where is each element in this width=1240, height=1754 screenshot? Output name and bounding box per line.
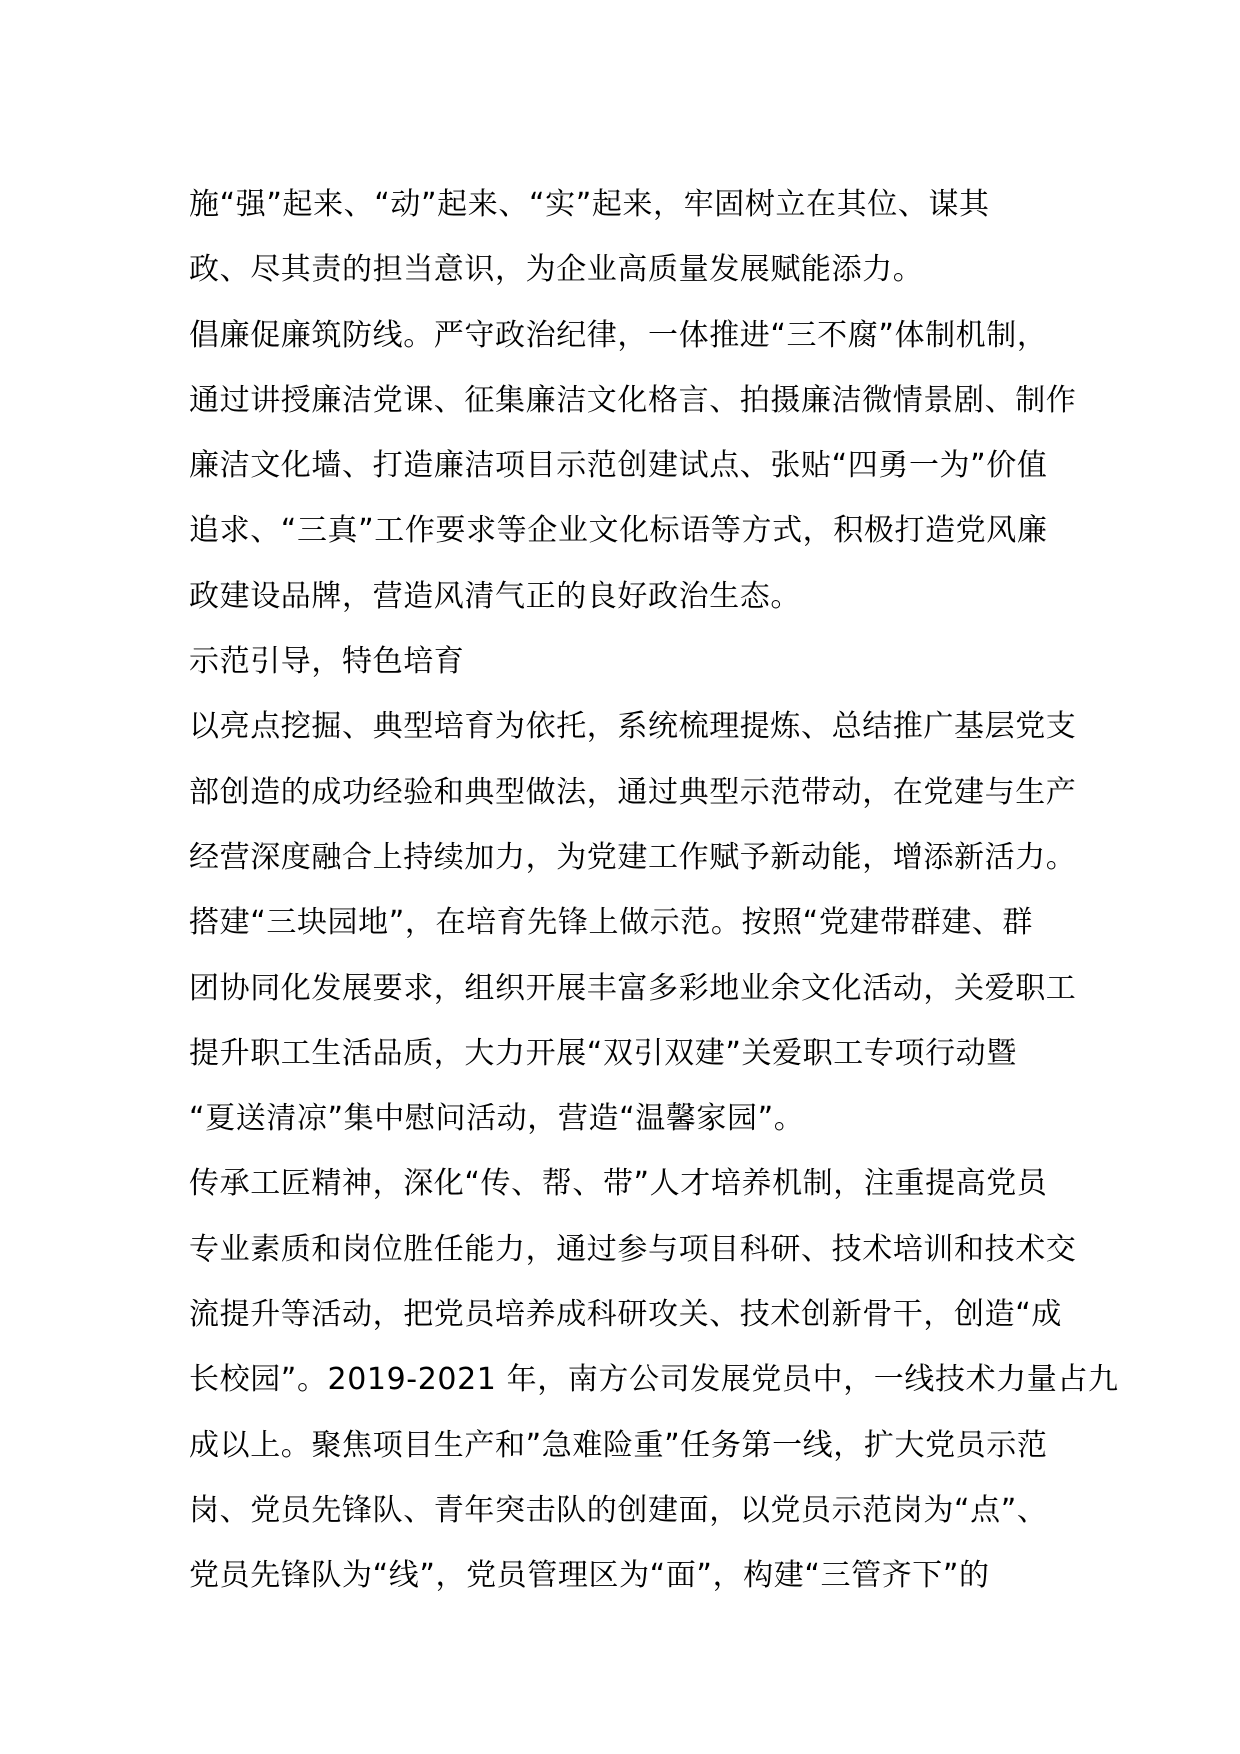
- text-line: 政建设品牌，营造风清气正的良好政治生态。: [189, 578, 801, 614]
- text-line: 经营深度融合上持续加力，为党建工作赋予新动能，增添新活力。: [189, 839, 1077, 875]
- text-line: “夏送清凉”集中慰问活动，营造“温馨家园”。: [189, 1101, 805, 1137]
- text-line: 长校园”。2019-2021 年，南方公司发展党员中，一线技术力量占九: [189, 1362, 1119, 1398]
- text-line: 流提升等活动，把党员培养成科研攻关、技术创新骨干，创造“成: [189, 1297, 1062, 1333]
- text-line: 党员先锋队为“线”，党员管理区为“面”，构建“三管齐下”的: [189, 1558, 990, 1594]
- text-line: 廉洁文化墙、打造廉洁项目示范创建试点、张贴“四勇一为”价值: [189, 448, 1048, 484]
- text-line: 成以上。聚焦项目生产和”急难险重”任务第一线，扩大党员示范: [189, 1427, 1048, 1463]
- text-line: 搭建“三块园地”，在培育先锋上做示范。按照“党建带群建、群: [189, 905, 1034, 941]
- text-line: 提升职工生活品质，大力开展“双引双建”关爱职工专项行动暨: [189, 1035, 1017, 1071]
- text-line: 团协同化发展要求，组织开展丰富多彩地业余文化活动，关爱职工: [189, 970, 1077, 1006]
- text-line: 政、尽其责的担当意识，为企业高质量发展赋能添力。: [189, 252, 924, 288]
- text-line: 岗、党员先锋队、青年突击队的创建面，以党员示范岗为“点”、: [189, 1492, 1048, 1528]
- text-line: 传承工匠精神，深化“传、帮、带”人才培养机制，注重提高党员: [189, 1166, 1048, 1202]
- text-line: 部创造的成功经验和典型做法，通过典型示范带动，在党建与生产: [189, 774, 1077, 810]
- text-line: 施“强”起来、“动”起来、“实”起来，牢固树立在其位、谋其: [189, 187, 990, 222]
- text-line: 追求、“三真”工作要求等企业文化标语等方式，积极打造党风廉: [189, 513, 1048, 549]
- section-heading: 示范引导，特色培育: [189, 644, 465, 680]
- text-line: 以亮点挖掘、典型培育为依托，系统梳理提炼、总结推广基层党支: [189, 709, 1077, 745]
- document-body: [189, 172, 1119, 1609]
- text-line: 倡廉促廉筑防线。严守政治纪律，一体推进“三不腐”体制机制，: [189, 317, 1048, 353]
- text-line: 专业素质和岗位胜任能力，通过参与项目科研、技术培训和技术交: [189, 1231, 1077, 1267]
- text-line: 通过讲授廉洁党课、征集廉洁文化格言、拍摄廉洁微情景剧、制作: [189, 382, 1077, 418]
